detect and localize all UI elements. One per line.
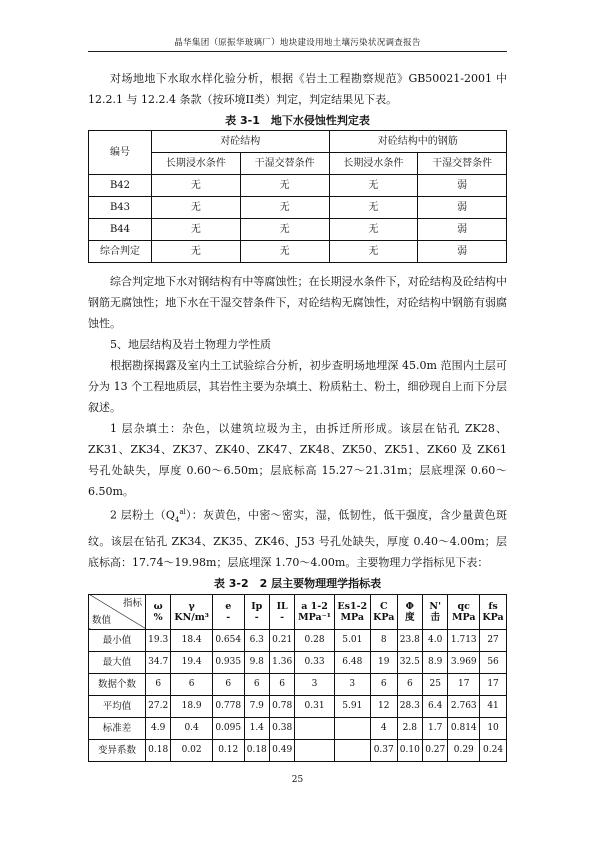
row-label: 最小值: [89, 629, 146, 651]
table2-column-header: [244, 594, 269, 629]
corner-label-index: 指标: [122, 597, 142, 609]
table-cell: 0.18: [244, 739, 269, 761]
table-cell: 0.12: [212, 739, 244, 761]
table-cell: 0.095: [212, 717, 244, 739]
table2-column-header: [397, 594, 422, 629]
table2-column-header: [370, 594, 397, 629]
table1-subheader: 干湿交替条件: [240, 153, 329, 175]
page-number: 25: [291, 775, 304, 785]
column-unit: MPa: [340, 611, 365, 623]
row-id: B42: [89, 175, 152, 197]
table-row: [89, 241, 507, 263]
conclusion-paragraph: 综合判定地下水对钢结构有中等腐蚀性；在长期浸水条件下，对砼结构及砼结构中钢筋无腐蚀性；地下水在干湿交替条件下，对砼结构无腐蚀性，对砼结构中钢筋有弱腐蚀性。: [88, 275, 507, 330]
table2-column-header: [480, 594, 507, 629]
table-cell: 0.935: [212, 651, 244, 673]
column-symbol: ω: [153, 600, 163, 612]
intro-paragraph: 对场地地下水取水样化验分析，根据《岩土工程勘察规范》GB50021-2001 中 12.2.1 与 12.2.4 条款（按环境II类）判定，判定结果见下表。: [88, 72, 507, 106]
table2-column-header: [334, 594, 370, 629]
table-cell: 0.654: [212, 629, 244, 651]
table2-column-header: [212, 594, 244, 629]
table-cell: 0.38: [269, 717, 294, 739]
table-cell: 0.814: [448, 717, 480, 739]
table-cell: 弱: [418, 219, 507, 241]
table-cell: 0.4: [171, 717, 212, 739]
table-cell: 19.3: [146, 629, 171, 651]
table-cell: 17: [448, 673, 480, 695]
table-cell: 0.02: [171, 739, 212, 761]
table-cell: 41: [480, 695, 507, 717]
table-cell: 无: [240, 197, 329, 219]
row-label: 数据个数: [89, 673, 146, 695]
table-cell: 27.2: [146, 695, 171, 717]
table-cell: 弱: [418, 175, 507, 197]
page-header: [88, 36, 507, 52]
table-cell: 3: [295, 673, 334, 695]
table1-subheader: 长期浸水条件: [152, 153, 241, 175]
table-cell: 8.9: [423, 651, 448, 673]
row-label: 标准差: [89, 717, 146, 739]
column-symbol: Φ: [405, 600, 414, 612]
column-unit: 击: [430, 611, 440, 623]
table-cell: 0.49: [269, 739, 294, 761]
table-cell: 4.0: [423, 629, 448, 651]
table-cell: 12: [370, 695, 397, 717]
table-cell: 1.7: [423, 717, 448, 739]
column-symbol: γ: [188, 600, 195, 612]
table-cell: 0.10: [397, 739, 422, 761]
table2-column-header: [269, 594, 294, 629]
column-symbol: Ip: [251, 600, 263, 612]
column-unit: KPa: [482, 611, 504, 623]
column-unit: KPa: [373, 611, 395, 623]
row-id: B44: [89, 219, 152, 241]
table-cell: 无: [152, 219, 241, 241]
table1-caption: 表 3-1 地下水侵蚀性判定表: [225, 114, 370, 127]
table-cell: 6: [397, 673, 422, 695]
table-cell: 无: [240, 241, 329, 263]
table-cell: 18.9: [171, 695, 212, 717]
table2-column-header: [146, 594, 171, 629]
soil-properties-table: [88, 594, 507, 762]
table2-corner-cell: [89, 594, 146, 629]
table-cell: 0.78: [269, 695, 294, 717]
table-cell: 6: [244, 673, 269, 695]
table-cell: 无: [152, 197, 241, 219]
table1-subheader: 长期浸水条件: [329, 153, 418, 175]
header-title: 晶华集团（原振华玻璃厂）地块建设用地土壤污染状况调查报告: [174, 38, 421, 48]
column-symbol: a 1-2: [301, 600, 328, 612]
table-row: [89, 197, 507, 219]
column-unit: -: [254, 611, 259, 623]
table-cell: 19.4: [171, 651, 212, 673]
table-cell: 6: [146, 673, 171, 695]
table-cell: 0.27: [423, 739, 448, 761]
table-cell: [334, 717, 370, 739]
table-cell: 无: [152, 241, 241, 263]
table-cell: 5.91: [334, 695, 370, 717]
table-cell: 无: [329, 197, 418, 219]
table-cell: 0.28: [295, 629, 334, 651]
table-cell: 19: [370, 651, 397, 673]
table-cell: 28.3: [397, 695, 422, 717]
table-cell: 0.21: [269, 629, 294, 651]
table-cell: 无: [329, 219, 418, 241]
table2-column-header: [171, 594, 212, 629]
table-cell: 2.8: [397, 717, 422, 739]
table-row: [89, 175, 507, 197]
column-symbol: e: [225, 600, 232, 612]
table-cell: 0.778: [212, 695, 244, 717]
table1-group-rebar: 对砼结构中的钢筋: [329, 131, 507, 153]
table2-column-header: [423, 594, 448, 629]
corner-label-value: 数值: [92, 614, 112, 626]
table-cell: 27: [480, 629, 507, 651]
table-cell: 56: [480, 651, 507, 673]
table-cell: 2.763: [448, 695, 480, 717]
table-cell: 0.37: [370, 739, 397, 761]
column-unit: MPa⁻¹: [298, 611, 331, 623]
table-row: [89, 629, 507, 651]
table-cell: 6: [212, 673, 244, 695]
table-cell: [295, 717, 334, 739]
row-label: 变异系数: [89, 739, 146, 761]
table-cell: 弱: [418, 241, 507, 263]
table1-col-id: 编号: [89, 131, 152, 175]
table-cell: 0.31: [295, 695, 334, 717]
table-cell: 1.4: [244, 717, 269, 739]
column-symbol: Es1-2: [337, 600, 368, 612]
table-cell: 1.36: [269, 651, 294, 673]
table-cell: 0.29: [448, 739, 480, 761]
table-cell: 32.5: [397, 651, 422, 673]
document-body: [88, 68, 507, 762]
table-cell: 25: [423, 673, 448, 695]
column-symbol: N': [429, 600, 441, 612]
table2-column-header: [448, 594, 480, 629]
table-row: [89, 695, 507, 717]
table2-column-header: [295, 594, 334, 629]
table-cell: 3.969: [448, 651, 480, 673]
section5-title: 5、地层结构及岩土物理力学性质: [110, 338, 271, 351]
table-cell: 无: [240, 175, 329, 197]
table-cell: 23.8: [397, 629, 422, 651]
table-cell: 无: [152, 175, 241, 197]
table-cell: 9.8: [244, 651, 269, 673]
table-cell: 6.4: [423, 695, 448, 717]
table2-caption: 表 3-2 2 层主要物理理学指标表: [213, 576, 382, 590]
row-label: 最大值: [89, 651, 146, 673]
table-cell: 6.3: [244, 629, 269, 651]
table-cell: 3: [334, 673, 370, 695]
column-unit: -: [226, 611, 231, 623]
column-unit: -: [280, 611, 285, 623]
strata-paragraph: 根据勘探揭露及室内土工试验综合分析，初步查明场地埋深 45.0m 范围内土层可分为 13 个工程地质层，其岩性主要为杂填土、粉质粘土、粉土，细砂现自上而下分层叙述。: [88, 359, 507, 414]
table-cell: 7.9: [244, 695, 269, 717]
table-cell: 17: [480, 673, 507, 695]
table-cell: 6: [171, 673, 212, 695]
table-cell: 0.18: [146, 739, 171, 761]
table-cell: 5.01: [334, 629, 370, 651]
table-cell: 1.713: [448, 629, 480, 651]
table-row: [89, 739, 507, 761]
table-cell: 6: [370, 673, 397, 695]
table-row: [89, 219, 507, 241]
table-cell: 0.33: [295, 651, 334, 673]
layer1-paragraph: 1 层杂填土：杂色，以建筑垃圾为主，由拆迁所形成。该层在钻孔 ZK28、ZK31、ZK34、ZK37、ZK40、ZK47、ZK48、ZK50、ZK51、ZK60 及 ZK61 号孔处缺失，厚度 0.60～6.50m；层底标高 15.27～21.31m；层底埋深 0.60～6.50m。: [88, 422, 507, 498]
row-id: B43: [89, 197, 152, 219]
column-symbol: fs: [488, 600, 498, 612]
table1-group-concrete: 对砼结构: [152, 131, 330, 153]
table-cell: 4: [370, 717, 397, 739]
table-cell: 无: [329, 241, 418, 263]
column-symbol: IL: [276, 600, 288, 612]
table-cell: 0.24: [480, 739, 507, 761]
column-unit: %: [153, 611, 163, 623]
column-unit: 度: [405, 611, 415, 623]
table-cell: 4.9: [146, 717, 171, 739]
table-cell: [295, 739, 334, 761]
table-cell: 34.7: [146, 651, 171, 673]
row-id: 综合判定: [89, 241, 152, 263]
corrosion-table: [88, 130, 507, 263]
table-cell: 18.4: [171, 629, 212, 651]
table-cell: 弱: [418, 197, 507, 219]
column-unit: KN/m³: [174, 611, 209, 623]
table-row: [89, 717, 507, 739]
table-cell: 6: [269, 673, 294, 695]
column-unit: MPa: [451, 611, 476, 623]
table-cell: 无: [329, 175, 418, 197]
row-label: 平均值: [89, 695, 146, 717]
layer2-paragraph: 2 层粉土$(Q_4^{al})$：灰黄色，中密～密实，湿，低韧性，低干强度，含少量黄色斑纹。该层在钻孔 ZK34、ZK35、ZK46、J53 号孔处缺失，厚度 0.40～4.00m；层底标高：17.74～19.98m；层底埋深 1.70～4.00m。主要物理力学指标见下表：: [88, 508, 508, 569]
column-symbol: C: [379, 600, 388, 612]
table-cell: 10: [480, 717, 507, 739]
table-cell: 8: [370, 629, 397, 651]
table-cell: 无: [240, 219, 329, 241]
table-row: [89, 651, 507, 673]
table-cell: 6.48: [334, 651, 370, 673]
column-symbol: qc: [457, 600, 470, 612]
table-cell: [334, 739, 370, 761]
table1-subheader: 干湿交替条件: [418, 153, 507, 175]
table-row: [89, 673, 507, 695]
